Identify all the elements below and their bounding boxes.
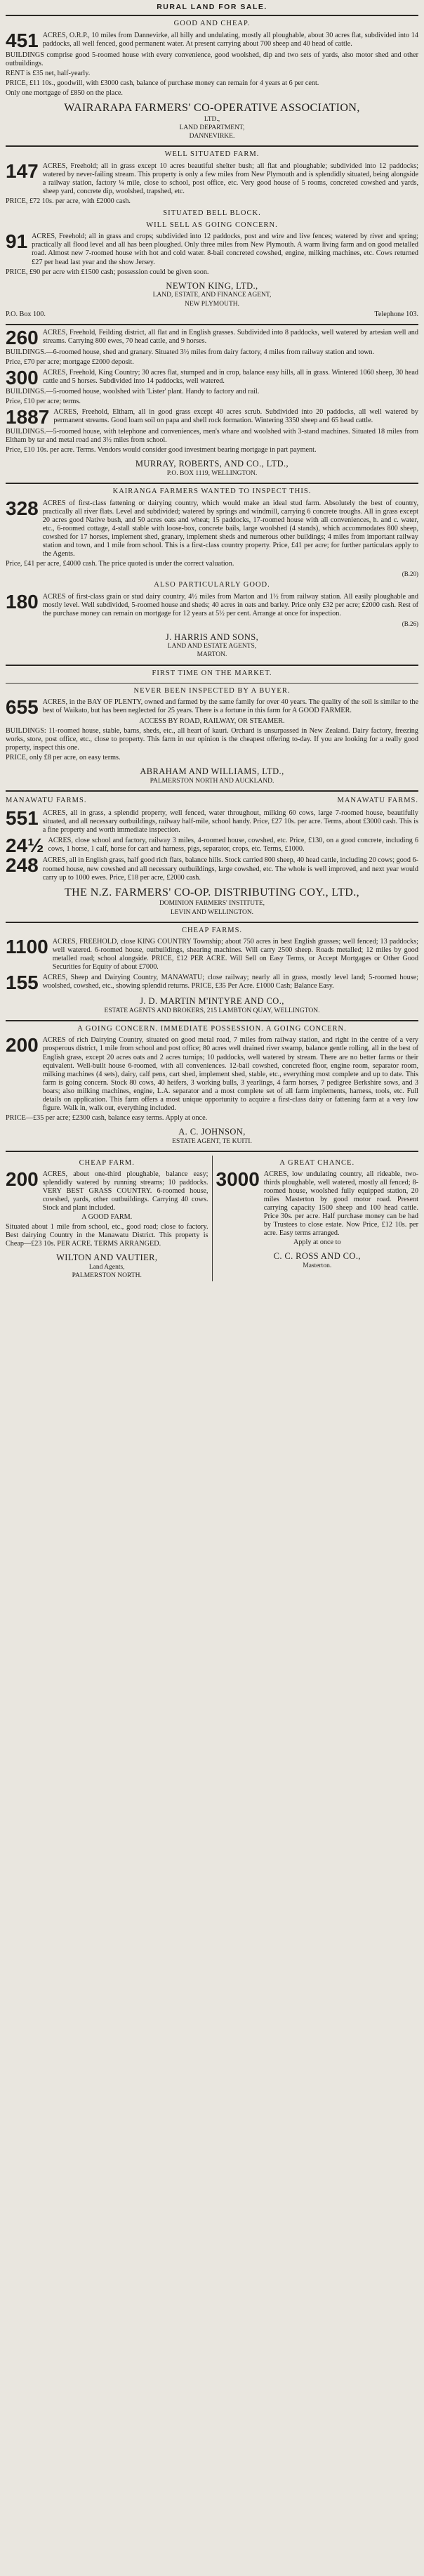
acreage-number: 200: [6, 1168, 39, 1191]
acreage-number: 180: [6, 590, 39, 613]
ad-access: ACCESS BY ROAD, RAILWAY, OR STEAMER.: [139, 717, 285, 726]
ad-heading: ALSO PARTICULARLY GOOD.: [154, 581, 270, 589]
ad-harris-sons: [6, 488, 418, 659]
agent-name: NEWTON KING, LTD.,: [166, 280, 258, 291]
ad-heading: GOOD AND CHEAP.: [173, 20, 251, 28]
ad-body: ACRES of first-class fattening or dairying country, which would make an ideal stud farm. Absolutely the best of country, practically all river flats. Level and subdivided; watered by springs and windmill, carrying 6 concrete troughs. All in grass except 20 acres good Native bush, and 50 acres oats and wheat; 15 paddocks, 17-roomed house with all conveniences, h. and c. water, etc., 6-roomed cottage, 4-stall stable with loose-box, concrete bails, large woolshed (4 stands), which accommodates 800 sheep, cowshed for 17 horses, implement shed, granary, implement sheds and numerous other buildings; 4 miles from important railway station and town, and 1 mile from school. This is a first-class country property. Price, £41 per acre; for further particulars apply to the Agents.: [42, 499, 418, 558]
ad-price: PRICE, £72 10s. per acre, with £2000 cash.: [6, 197, 131, 205]
ref-code: (B.26): [402, 620, 418, 627]
ad-body: ACRES, Freehold; all in grass and crops; subdivided into 12 paddocks, post and wire and live fences; watered by river and spring; practically all flood level and all has been ploughed. Only three miles from New Plymouth. A warm living farm and on good metalled road. Almost new 7-roomed house with hot and cold water. 8-bail concreted cowshed, engine, milking machines, etc. Cows returned £27 per head last year and the show Jersey.: [32, 233, 418, 266]
agent-name: A. C. JOHNSON,: [178, 1126, 246, 1137]
page-masthead: RURAL LAND FOR SALE.: [6, 1, 418, 16]
acreage-number: 451: [6, 29, 39, 51]
ad-johnson: [6, 1025, 418, 1146]
divider: [6, 665, 418, 666]
ad-heading: MANAWATU FARMS.: [6, 797, 87, 805]
agent-name: ABRAHAM AND WILLIAMS, LTD.,: [140, 766, 284, 777]
ad-dannevirke: [6, 20, 418, 140]
agent-line: ESTATE AGENT, TE KUITI.: [172, 1137, 252, 1145]
ref-code: (B.20): [402, 570, 418, 577]
agent-line: PALMERSTON NORTH.: [72, 1272, 142, 1280]
ad-body: ACRES, Freehold; all in grass except 10 acres beautiful shelter bush; all flat and ploughable; subdivided into 12 paddocks; watered by never-failing stream. This property is only a few miles from New Plymouth and is splendidly situated, being alongside a railway station, factory ¼ mile, close to school, post office, etc. Very good house of 5 rooms, concreted cowshed and yards, sheep yard, concrete dip, woolshed, trapshed, etc.: [42, 162, 418, 195]
ad-body: ACRES, FREEHOLD, close KING COUNTRY Township; about 750 acres in best English grasses; well fenced; 13 paddocks; well watered. 6-roomed house, outbuildings, shearing machines. Will carry 2500 sheep. Roads metalled; 12 miles by good metalled road; school alongside. PRICE, £12 PER ACRE. Will Sell on Easy Terms, or Accept Mortgages or Other Good Securities for Equity of about £7000.: [52, 938, 418, 972]
divider: [6, 483, 418, 484]
ad-body: ACRES of first-class grain or stud dairy country, 4½ miles from Marton and 1½ from railway station. All easily ploughable and mostly level. Well subdivided, 5-roomed house and sheds; 40 acres in oats and barley. Price only £32 per acre; £2000 cash. Rest of the purchase money can remain on mortgage for 12 years at 5½ per cent. Arrange at once for inspection.: [42, 592, 418, 617]
agent-line: P.O. BOX 1119, WELLINGTON.: [166, 469, 258, 477]
divider: [6, 790, 418, 792]
acreage-number: 91: [6, 230, 28, 253]
ad-price: PRICE, only £8 per acre, on easy terms.: [6, 754, 121, 762]
ad-heading: SITUATED BELL BLOCK.: [163, 209, 261, 217]
ad-body: ACRES, O.R.P., 10 miles from Dannevirke, all hilly and undulating, mostly all ploughable, about 30 acres flat, subdivided into 14 paddocks, all well fenced, good permanent water. At present carrying about 700 sheep and 40 head of cattle.: [42, 31, 418, 48]
ad-price: PRICE, £11 10s., goodwill, with £3000 cash, balance of purchase money can remain for 4 years at 6 per cent.: [6, 79, 319, 87]
ad-heading: KAIRANGA FARMERS WANTED TO INSPECT THIS.: [112, 488, 312, 496]
ad-body: ACRES, Freehold, King Country; 30 acres flat, stumped and in crop, balance easy hills, all in grass. Wintered 1060 sheep, 30 head cattle and 5 horses. Subdivided into 14 paddocks, well watered.: [42, 368, 418, 385]
agent-line: LAND AND ESTATE AGENTS,: [167, 643, 257, 650]
ad-wilton-vautier: [6, 1156, 213, 1281]
agent-line: LTD.,: [204, 115, 220, 123]
ad-buildings: BUILDINGS comprise good 5-roomed house with every convenience, good woolshed, dip and two sets of yards, also motor shed and other outbuildings.: [6, 51, 418, 67]
ad-body: ACRES, close school and factory, railway 3 miles, 4-roomed house, cowshed, etc. Price, £130, on a good concrete, including 6 cows, 1 horse, 1 calf, horse for cart and harness, pigs, separator, crops, etc. Terms, £1000.: [48, 836, 418, 853]
agent-name: WILTON AND VAUTIER,: [56, 1253, 158, 1263]
ad-buildings: BUILDINGS: 11-roomed house, stable, barns, sheds, etc., all heart of kauri. Orchard is unsurpassed in New Zealand. Dairy factory, freezing works, store, post office, etc., close to property. This farm in our opinion is the cheapest offering to-day. If you are looking for a really good property, inspect this one.: [6, 727, 418, 752]
ad-price: Price, £10 per acre; terms.: [6, 398, 81, 406]
ad-body: ACRES, all in English grass, half good rich flats, balance hills. Stock carried 800 sheep, 40 head cattle, including 20 cows; good 6-roomed house, new cowshed and all necessary outbuildings, large cowshed, etc. The whole is well improved, and next year would carry up to 1000 ewes. Price, £18 per acre, £2000 cash.: [42, 856, 419, 882]
acreage-number: 328: [6, 497, 39, 519]
ad-buildings: BUILDINGS.—5-roomed house, with telephone and conveniences, men's whare and woolshed with 3-stand machines. Situated 18 miles from Eltham by tar and metal road and 3½ miles from school.: [6, 428, 418, 445]
telephone: Telephone 103.: [374, 310, 418, 318]
divider: [6, 683, 418, 684]
acreage-number: 147: [6, 159, 39, 182]
ad-buildings: BUILDINGS.—5-roomed house, woolshed with 'Lister' plant. Handy to factory and rail.: [6, 388, 260, 396]
ad-nz-farmers: [6, 795, 418, 917]
ad-body: ACRES, in the BAY OF PLENTY, owned and farmed by the same family for over 40 years. The quality of the soil is similar to the best of Waikato, but has been neglected for 25 years. There is a fortune in this farm for A GOOD FARMER.: [42, 698, 418, 715]
ad-body: Situated about 1 mile from school, etc., good road; close to factory. Best dairying Country in the Manawatu District. This property is Cheap—£23 10s. PER ACRE. TERMS ARRANGED.: [6, 1223, 208, 1248]
agent-name: C. C. ROSS AND CO.,: [273, 1251, 361, 1262]
ad-murray-roberts: [6, 326, 418, 478]
agent-line: ESTATE AGENTS AND BROKERS, 215 LAMBTON QUAY, WELLINGTON.: [104, 1007, 320, 1014]
acreage-number: 300: [6, 366, 39, 388]
ad-heading: CHEAP FARM.: [79, 1158, 135, 1167]
ad-heading: FIRST TIME ON THE MARKET.: [152, 669, 272, 677]
agent-line: LAND, ESTATE, AND FINANCE AGENT,: [152, 292, 272, 299]
ad-ross: [213, 1156, 419, 1281]
divider: [6, 1151, 418, 1152]
agent-name: THE N.Z. FARMERS' CO-OP. DISTRIBUTING COY., LTD.,: [65, 886, 359, 898]
divider: [6, 922, 418, 923]
ad-abraham-williams: [6, 669, 418, 786]
ad-price: PRICE—£35 per acre; £2300 cash, balance easy terms. Apply at once.: [6, 1113, 208, 1122]
ad-body: ACRES, all in grass, a splendid property, well fenced, water throughout, milking 60 cows, large 7-roomed house, beautifully situated, and all necessary outbuildings, railway half-mile, school handy. Price, £27 10s. per acre. Terms, about £3000 cash. This is a fine property and worth immediate inspection.: [42, 809, 418, 834]
divider: [6, 324, 418, 325]
ad-heading: NEVER BEEN INSPECTED BY A BUYER.: [133, 687, 291, 695]
acreage-number: 551: [6, 806, 39, 829]
ad-body: ACRES, Freehold, Feilding district, all flat and in English grasses. Subdivided into 8 paddocks, well watered by artesian well and streams. Carrying 800 ewes, 70 head cattle, and 9 horses.: [42, 328, 418, 345]
agent-line: LEVIN AND WELLINGTON.: [170, 908, 254, 916]
agent-name: J. HARRIS AND SONS,: [165, 632, 259, 642]
ad-body: ACRES, low undulating country, all rideable, two-thirds ploughable, well watered, mostly all fenced; 8-roomed house, woolshed fully equipped station, 20 miles Masterton by good motor road. Present carrying capacity 1500 sheep and 100 head cattle. Price 30s. per acre. Half purchase money can be had by Trustees to close estate. Now Price, £12 10s. per acre. Easy terms arranged.: [263, 1170, 418, 1238]
ad-apply: Apply at once to: [293, 1238, 341, 1247]
agent-line: DOMINION FARMERS' INSTITUTE,: [159, 900, 265, 908]
agent-name: MURRAY, ROBERTS, AND CO., LTD.,: [135, 459, 289, 469]
ad-martin-mintyre: [6, 927, 418, 1015]
acreage-number: 24½: [6, 834, 44, 856]
acreage-number: 155: [6, 972, 39, 994]
ad-body: ACRES, Sheep and Dairying Country, MANAWATU; close railway; nearly all in grass, mostly level land; 5-roomed house; woolshed, cowshed, etc., showing splendid returns. PRICE, £35 Per Acre. £1000 Cash; Balance Easy.: [42, 974, 418, 990]
po-box: P.O. Box 100.: [6, 310, 46, 318]
ad-body: ACRES, Freehold, Eltham, all in good grass except 40 acres scrub. Subdivided into 20 paddocks, all well watered by permanent streams. Good loam soil on papa and shell rock formation. Wintering 3350 sheep and 65 head cattle.: [53, 408, 418, 425]
acreage-number: 260: [6, 326, 39, 348]
agent-line: NEW PLYMOUTH.: [184, 300, 240, 308]
ad-heading: A GOING CONCERN. IMMEDIATE POSSESSION. A GOING CONCERN.: [77, 1025, 347, 1033]
ad-mortgage: Only one mortgage of £850 on the place.: [6, 89, 123, 97]
acreage-number: 655: [6, 696, 39, 719]
ad-subheading: A GOOD FARM.: [81, 1213, 133, 1222]
ad-heading: WILL SELL AS GOING CONCERN.: [146, 221, 278, 230]
agent-line: LAND DEPARTMENT,: [179, 124, 245, 131]
two-column-ads: [6, 1156, 418, 1281]
agent-line: MARTON.: [197, 651, 227, 659]
ad-buildings: BUILDINGS.—6-roomed house, shed and granary. Situated 3½ miles from dairy factory, 4 miles from railway station and town.: [6, 348, 375, 356]
agent-line: Land Agents,: [88, 1264, 125, 1271]
acreage-number: 200: [6, 1034, 39, 1057]
agent-line: PALMERSTON NORTH AND AUCKLAND.: [150, 778, 274, 785]
agent-name: J. D. MARTIN M'INTYRE AND CO.,: [140, 996, 284, 1007]
ad-body: ACRES of rich Dairying Country, situated on good metal road, 7 miles from railway station, and right in the centre of a very prosperous district, 1 mile from school and post office; 80 acres well drained river swamp, balance gentle rolling, all in the best of English grass, except 20 acres oats and 2 acres turnips; 10 paddocks, well watered by stream. There are no better farms or their equivalent. Well-built house 6-roomed, with all conveniences. 12-bail cowshed, concreted floor, engine room, separator room, milking machines (4 sets), dairy, calf pens, cart shed, implement shed, stable, etc., everything most complete and up to date. This farm is going concern. Stock 80 cows, 40 heifers, 3 working bulls, 3 yearlings, 4 farm horses, 7 pedigree Berkshire sows, and 3 boars; also milking machines, engine, L.A. separator and a most complete set of all farm implements, harness, tools, etc. Full details on application. This farm offers a most unique opportunity to acquire a first-class dairy or fattening farm at a very low figure. Walk in, walk out, everything included.: [42, 1036, 418, 1112]
divider: [6, 1020, 418, 1021]
ad-heading: MANAWATU FARMS.: [337, 797, 418, 805]
agent-line: Masterton.: [303, 1262, 332, 1270]
ad-heading: WELL SITUATED FARM.: [164, 150, 260, 159]
ad-terms: Price, £41 per acre, £4000 cash. The price quoted is under the correct valuation.: [6, 559, 234, 568]
acreage-number: 1887: [6, 406, 50, 429]
ad-body: ACRES, about one-third ploughable, balance easy; splendidly watered by running streams; 10 paddocks. VERY BEST GRASS COUNTRY. 6-roomed house, cowshed, yards, other outbuildings. Carrying 40 cows. Stock and plant included.: [42, 1170, 208, 1212]
ad-new-plymouth: [6, 150, 418, 319]
ad-rent: RENT is £35 net, half-yearly.: [6, 69, 91, 77]
ad-price: Price, £70 per acre; mortgage £2000 deposit.: [6, 358, 134, 366]
divider: [6, 145, 418, 147]
ad-price: Price, £10 10s. per acre. Terms. Vendors would consider good investment bearing mortgage in part payment.: [6, 446, 317, 455]
ad-heading: CHEAP FARMS.: [181, 926, 243, 934]
agent-name: WAIRARAPA FARMERS' CO-OPERATIVE ASSOCIATION,: [64, 101, 360, 114]
ad-heading: A GREAT CHANCE.: [279, 1158, 355, 1167]
agent-line: DANNEVIRKE.: [189, 132, 235, 140]
acreage-number: 248: [6, 854, 39, 877]
acreage-number: 3000: [216, 1168, 260, 1191]
acreage-number: 1100: [6, 936, 48, 958]
ad-price: PRICE, £90 per acre with £1500 cash; possession could be given soon.: [6, 268, 209, 276]
